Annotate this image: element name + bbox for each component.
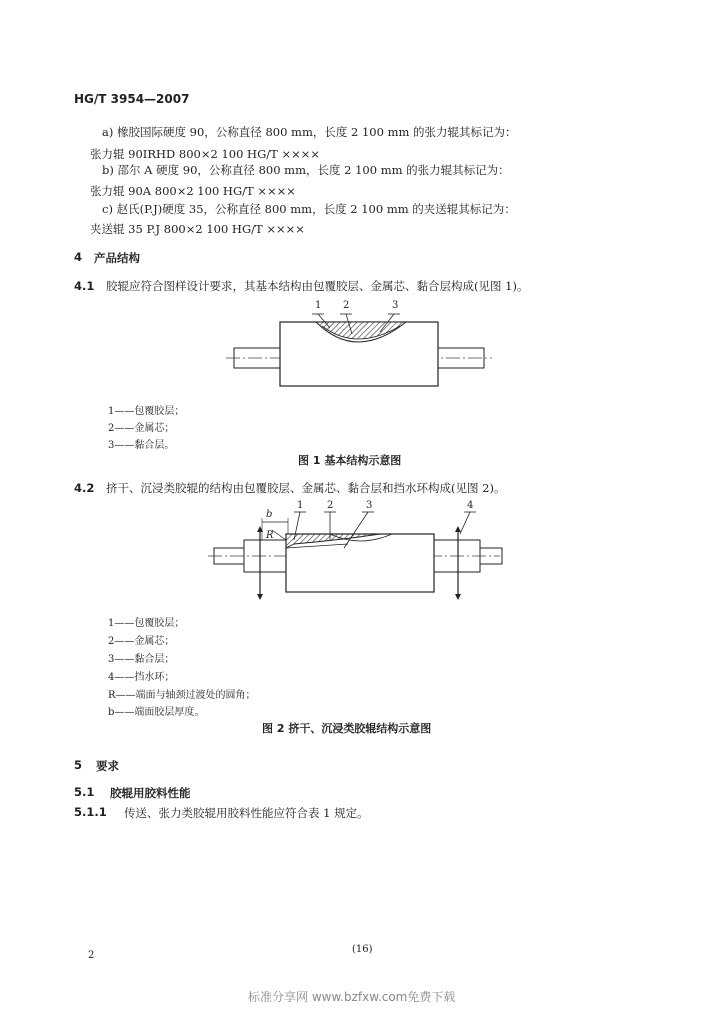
section-4-1-number: 4.1	[74, 279, 95, 293]
fig1-label-3: 3	[392, 300, 399, 311]
figure-2-caption: 图 2 挤干、沉浸类胶辊结构示意图	[262, 722, 432, 735]
designation-b-text: b) 邵尔 A 硬度 90，公称直径 800 mm，长度 2 100 mm 的张力辊其标记为：	[102, 163, 510, 177]
fig2-label-1: 1	[297, 500, 304, 511]
fig2-label-4: 4	[467, 500, 474, 511]
figure-1-caption: 图 1 基本结构示意图	[298, 454, 402, 467]
designation-a-mark: 张力辊 90IRHD 800×2 100 HG/T ××××	[90, 147, 321, 161]
designation-b-mark: 张力辊 90A 800×2 100 HG/T ××××	[90, 184, 296, 198]
fig2-legend-2: 2——金属芯；	[108, 636, 175, 647]
section-4-number: 4	[74, 250, 83, 264]
fig1-label-2: 2	[343, 300, 350, 311]
section-5-heading: 要求	[96, 759, 119, 773]
page-center-number: (16)	[352, 944, 373, 955]
fig1-legend-3: 3——黏合层。	[108, 440, 175, 451]
fig2-label-2: 2	[327, 500, 334, 511]
fig2-label-3: 3	[366, 500, 373, 511]
section-4-1-text: 胶辊应符合图样设计要求，其基本结构由包覆胶层、金属芯、黏合层构成(见图 1)。	[106, 279, 529, 293]
fig1-legend-1: 1——包覆胶层；	[108, 406, 185, 417]
fig1-legend-2: 2——金属芯；	[108, 423, 175, 434]
designation-a-text: a) 橡胶国际硬度 90，公称直径 800 mm，长度 2 100 mm 的张力辊其标记为：	[102, 125, 517, 139]
fig2-legend-1: 1——包覆胶层；	[108, 618, 185, 629]
page-number: 2	[88, 950, 95, 961]
fig2-legend-b: b——端面胶层厚度。	[108, 707, 205, 718]
fig1-label-1: 1	[315, 300, 322, 311]
fig2-legend-r: R——端面与轴颈过渡处的圆角；	[108, 690, 256, 701]
standard-code-header: HG/T 3954—2007	[74, 92, 190, 106]
fig2-label-r: R	[266, 530, 274, 541]
designation-c-text: c) 赵氏(P.J)硬度 35，公称直径 800 mm，长度 2 100 mm 的夹送辊其标记为：	[102, 202, 516, 216]
fig2-legend-4: 4——挡水环；	[108, 672, 175, 683]
section-5-1-number: 5.1	[74, 785, 95, 799]
section-5-1-1-number: 5.1.1	[74, 805, 107, 819]
section-5-number: 5	[74, 758, 83, 772]
designation-c-mark: 夹送辊 35 P.J 800×2 100 HG/T ××××	[90, 222, 305, 236]
section-5-1-heading: 胶辊用胶料性能	[110, 786, 191, 800]
fig2-legend-3: 3——黏合层；	[108, 654, 175, 665]
watermark-text: 标准分享网 www.bzfxw.com免费下载	[248, 990, 456, 1004]
section-4-heading: 产品结构	[94, 251, 140, 265]
section-4-2-number: 4.2	[74, 481, 95, 495]
section-4-2-text: 挤干、沉浸类胶辊的结构由包覆胶层、金属芯、黏合层和挡水环构成(见图 2)。	[106, 481, 506, 495]
section-5-1-1-text: 传送、张力类胶辊用胶料性能应符合表 1 规定。	[124, 806, 369, 820]
fig2-label-b: b	[266, 509, 273, 520]
